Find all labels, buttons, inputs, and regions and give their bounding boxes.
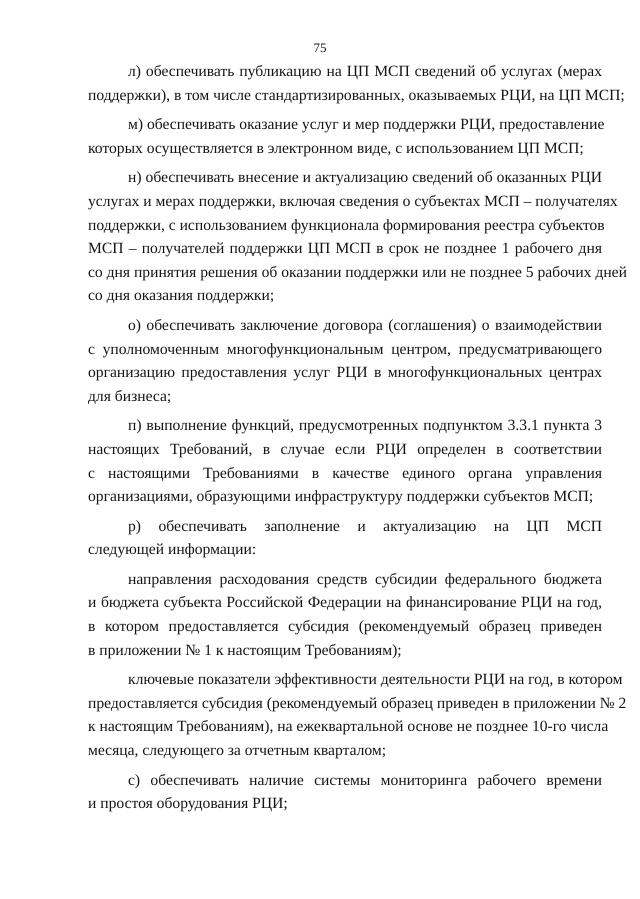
text-line: организацию предоставления услуг РЦИ в многофункциональных центрах bbox=[88, 364, 602, 382]
text-line: МСП – получателей поддержки ЦП МСП в срок не позднее 1 рабочего дня bbox=[88, 240, 602, 258]
paragraph-r bbox=[88, 515, 602, 562]
text-line: в приложении № 1 к настоящим Требованиям); bbox=[88, 641, 402, 659]
text-line: которых осуществляется в электронном виде, с использованием ЦП МСП; bbox=[88, 139, 584, 157]
text-line: с настоящими Требованиями в качестве единого органа управления bbox=[88, 464, 602, 482]
text-line: поддержки, с использованием функционала формирования реестра субъектов bbox=[88, 216, 605, 234]
paragraph-kpi bbox=[88, 668, 627, 762]
text-line: в котором предоставляется субсидия (рекомендуемый образец приведен bbox=[88, 618, 602, 636]
text-line: для бизнеса; bbox=[88, 387, 172, 405]
text-line: с уполномоченным многофункциональным центром, предусматривающего bbox=[88, 340, 602, 358]
text-line: и простоя оборудования РЦИ; bbox=[88, 795, 288, 813]
text-line: направления расходования средств субсидии федерального бюджета bbox=[128, 570, 602, 588]
paragraph-m bbox=[88, 113, 605, 160]
text-line: р) обеспечивать заполнение и актуализацию на ЦП МСП bbox=[128, 517, 602, 535]
text-line: с) обеспечивать наличие системы мониторинга рабочего времени bbox=[128, 771, 602, 789]
text-line: со дня оказания поддержки; bbox=[88, 287, 275, 305]
paragraph-l bbox=[88, 60, 625, 107]
text-line: со дня принятия решения об оказании поддержки или не позднее 5 рабочих дней bbox=[88, 263, 627, 281]
text-line: настоящих Требований, в случае если РЦИ определен в соответствии bbox=[88, 440, 602, 458]
text-line: м) обеспечивать оказание услуг и мер поддержки РЦИ, предоставление bbox=[128, 116, 605, 134]
text-line: и бюджета субъекта Российской Федерации на финансирование РЦИ на год, bbox=[88, 594, 602, 612]
text-line: месяца, следующего за отчетным кварталом; bbox=[88, 742, 387, 760]
paragraph-p bbox=[88, 414, 602, 508]
text-line: о) обеспечивать заключение договора (соглашения) о взаимодействии bbox=[128, 316, 602, 334]
paragraph-directions bbox=[88, 568, 602, 662]
text-line: поддержки), в том числе стандартизированных, оказываемых РЦИ, на ЦП МСП; bbox=[88, 86, 625, 104]
paragraph-o bbox=[88, 314, 602, 408]
text-line: предоставляется субсидия (рекомендуемый образец приведен в приложении № 2 bbox=[88, 694, 627, 712]
text-line: следующей информации: bbox=[88, 541, 257, 559]
text-line: н) обеспечивать внесение и актуализацию сведений об оказанных РЦИ bbox=[128, 169, 602, 187]
text-line: л) обеспечивать публикацию на ЦП МСП сведений об услугах (мерах bbox=[128, 63, 602, 80]
paragraph-s bbox=[88, 769, 602, 816]
page-number: 75 bbox=[313, 40, 327, 55]
text-line: организациями, образующими инфраструктуру поддержки субъектов МСП; bbox=[88, 488, 594, 506]
paragraph-n bbox=[88, 166, 627, 308]
document-body bbox=[88, 60, 627, 822]
text-line: услугах и мерах поддержки, включая сведения о субъектах МСП – получателях bbox=[88, 192, 618, 210]
text-line: п) выполнение функций, предусмотренных подпунктом 3.3.1 пункта 3 bbox=[128, 417, 602, 435]
text-line: ключевые показатели эффективности деятельности РЦИ на год, в котором bbox=[128, 671, 623, 689]
text-line: к настоящим Требованиям), на ежеквартальной основе не позднее 10-го числа bbox=[88, 718, 609, 736]
